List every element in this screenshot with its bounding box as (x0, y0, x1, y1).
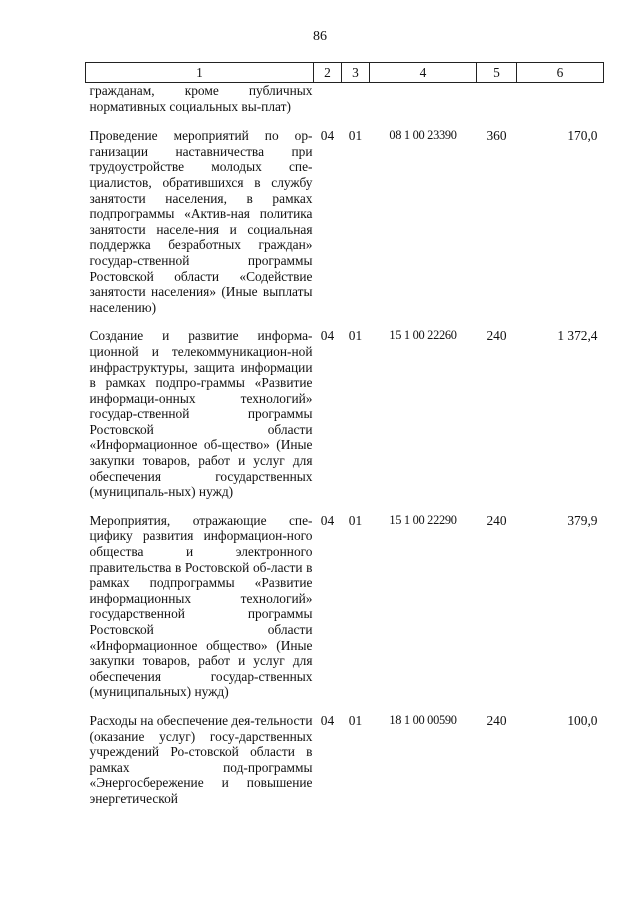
row-amount: 1 372,4 (557, 328, 598, 344)
table-row (86, 83, 604, 129)
row-subsection: 01 (348, 128, 363, 144)
row-target-code: 15 1 00 22260 (389, 328, 457, 343)
page-number: 86 (313, 29, 327, 44)
row-description: Создание и развитие информа-ционной и телекоммуникацион-ной инфраструктуры, защита информации в рамках подпро-граммы «Развитие информаци-онных технологий» государ-ственной программы Ростовской области «Информационное об-щество» (Иные закупки товаров, работ и услуг для обеспечения государственных (муниципаль-ных) нужд) (89, 328, 313, 500)
header-col-3: 3 (342, 63, 370, 83)
budget-table (85, 62, 604, 807)
row-section: 04 (320, 328, 335, 344)
row-target-code (370, 83, 477, 129)
row-expense-type: 240 (486, 712, 507, 728)
table-row (86, 328, 604, 513)
row-section (314, 83, 342, 129)
row-subsection: 01 (348, 712, 363, 728)
table-header-row (86, 63, 604, 83)
row-expense-type: 240 (486, 328, 507, 344)
header-col-5: 5 (477, 63, 517, 83)
row-target-code: 08 1 00 23390 (389, 128, 457, 143)
header-col-1: 1 (86, 63, 314, 83)
table-row (86, 513, 604, 713)
row-expense-type (477, 83, 517, 129)
row-section: 04 (320, 512, 335, 528)
header-col-6: 6 (517, 63, 604, 83)
row-subsection: 01 (348, 328, 363, 344)
row-expense-type: 240 (486, 512, 507, 528)
row-subsection (342, 83, 370, 129)
table-row (86, 128, 604, 328)
header-col-2: 2 (314, 63, 342, 83)
row-expense-type: 360 (486, 128, 507, 144)
row-description: гражданам, кроме публичных нормативных социальных вы-плат) (89, 83, 313, 114)
row-amount: 170,0 (567, 128, 598, 144)
row-description: Расходы на обеспечение дея-тельности (оказание услуг) госу-дарственных учреждений Ро-стовской области в рамках под-программы «Энергосбережение и повышение энергетической (89, 712, 313, 806)
row-section: 04 (320, 712, 335, 728)
row-target-code: 18 1 00 00590 (389, 712, 457, 727)
row-subsection: 01 (348, 512, 363, 528)
row-section: 04 (320, 128, 335, 144)
row-amount: 379,9 (567, 512, 598, 528)
header-col-4: 4 (370, 63, 477, 83)
row-target-code: 15 1 00 22290 (389, 512, 457, 527)
table-row (86, 713, 604, 807)
row-description: Проведение мероприятий по ор-ганизации наставничества при трудоустройстве молодых спе-циалистов, обратившихся в службу занятости населения, в рамках подпрограммы «Актив-ная политика занятости населе-ния и социальная поддержка безработных граждан» государ-ственной программы Ростовской области «Содействие занятости населения» (Иные выплаты населению) (89, 128, 313, 315)
row-amount (517, 83, 604, 129)
budget-table-container (85, 62, 603, 807)
row-description: Мероприятия, отражающие спе-цифику развития информацион-ного общества и электронного правительства в Ростовской об-ласти в рамках подпрограммы «Развитие информационных технологий» государственной программы Ростовской области «Информационное общество» (Иные закупки товаров, работ и услуг для обеспечения государ-ственных (муниципальных) нужд) (89, 512, 313, 700)
row-amount: 100,0 (567, 712, 598, 728)
